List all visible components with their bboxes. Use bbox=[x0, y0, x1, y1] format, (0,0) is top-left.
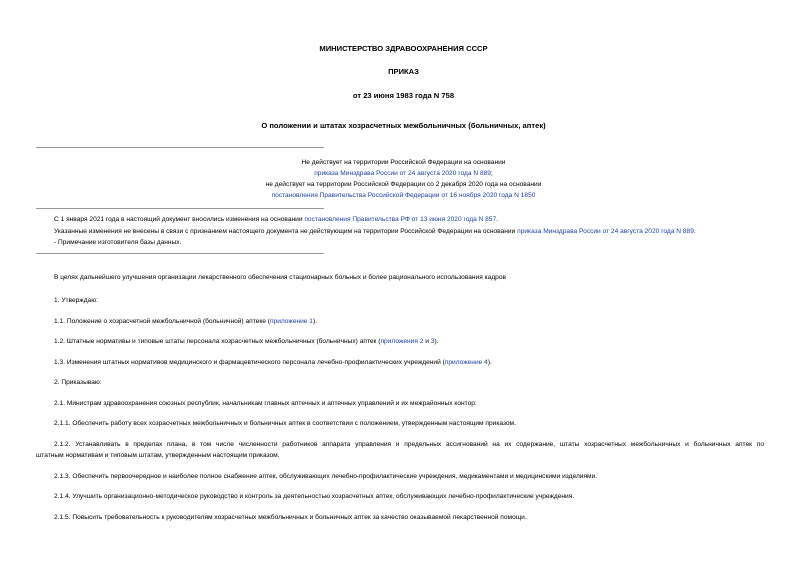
doc-title: О положении и штатах хозрасчетных межбольничных (больничных, аптек) bbox=[261, 121, 546, 130]
paragraph-2-1-1: 2.1.1. Обеспечить работу всех хозрасчетных межбольничных и больничных аптек в соответствии с положением, утвержденным настоящим приказом. bbox=[54, 420, 516, 427]
link-appendix-4[interactable]: приложение 4 bbox=[444, 359, 488, 366]
status-line-1: Не действует на территории Российской Федерации на основании bbox=[301, 159, 506, 166]
paragraph-2-1-3: 2.1.3. Обеспечить первоочередное и наиболее полное снабжение аптек, обслуживающих лечебно-профилактические учреждения, медикаментами и медицинскими изделиями. bbox=[54, 473, 598, 480]
changes-line-3: - Примечание изготовителя базы данных. bbox=[54, 239, 182, 246]
paragraph-1: 1. Утверждаю: bbox=[54, 297, 99, 304]
status-link-order-889[interactable]: приказа Минздрава России от 24 августа 2020 года N 889 bbox=[314, 170, 491, 177]
status-line-3: не действует на территории Российской Федерации со 2 декабря 2020 года на основании bbox=[265, 181, 542, 188]
paragraph-1-1-end: ). bbox=[312, 318, 318, 325]
doc-date-number: от 23 июня 1983 года N 758 bbox=[352, 91, 455, 100]
paragraph-1-1 bbox=[54, 317, 317, 327]
paragraph-1-3-end: ). bbox=[487, 359, 492, 366]
status-line-2 bbox=[0, 168, 807, 179]
paragraph-1-2-text: 1.2. Штатные нормативы и типовые штаты персонала хозрасчетных межбольничных (больничных) аптек ( bbox=[54, 338, 381, 345]
changes-line-1-end: . bbox=[496, 216, 499, 223]
paragraph-2-1-2-line-1: 2.1.2. Устанавливать в пределах плана, в том числе численности работников аппарата управления и предельных ассигнований на их содержание, штаты хозрасчетных межбольничных и больничных аптек по bbox=[54, 441, 764, 448]
paragraph-1-2-and: и bbox=[423, 338, 431, 345]
intro-paragraph: В целях дальнейшего улучшения организации лекарственного обеспечения стационарных больных и более рационального использования кадров bbox=[54, 274, 507, 281]
status-link-decree-1850[interactable]: постановления Правительства Российской Федерации от 16 ноября 2020 года N 1850 bbox=[271, 192, 536, 199]
changes-line-2-text: Указанные изменения не внесены в связи с признанием настоящего документа не действующим на территории Российской Федерации на основании bbox=[54, 228, 518, 235]
changes-link-decree-857[interactable]: постановления Правительства РФ от 13 июня 2020 года N 857 bbox=[304, 216, 497, 223]
ministry-heading: МИНИСТЕРСТВО ЗДРАВООХРАНЕНИЯ СССР bbox=[319, 44, 488, 53]
paragraph-1-1-text: 1.1. Положение о хозрасчетной межбольничной (больничной) аптеке ( bbox=[54, 318, 270, 325]
paragraph-2-1-5: 2.1.5. Повысить требовательность к руководителям хозрасчетных межбольничных и больничных аптек за качество оказываемой лекарственной помощи. bbox=[54, 514, 527, 521]
paragraph-1-2-end: ). bbox=[434, 338, 439, 345]
paragraph-1-3-text: 1.3. Изменения штатных нормативов медицинского и фармацевтического персонала лечебно-профилактических учреждений ( bbox=[54, 359, 445, 366]
paragraph-2-1-4: 2.1.4. Улучшить организационно-методическое руководство и контроль за деятельностью хозрасчетных аптек, обслуживающих лечебно-профилактические учреждения. bbox=[54, 493, 575, 500]
changes-line-2-end: . bbox=[693, 228, 696, 235]
changes-line-2 bbox=[54, 227, 696, 237]
link-appendix-1[interactable]: приложение 1 bbox=[269, 318, 313, 325]
paragraph-1-3 bbox=[54, 358, 492, 368]
status-link1-suffix: ; bbox=[490, 170, 493, 177]
doc-type-heading: ПРИКАЗ bbox=[388, 67, 419, 76]
changes-link-order-889[interactable]: приказа Минздрава России от 24 августа 2020 года N 889 bbox=[517, 228, 694, 235]
paragraph-2: 2. Приказываю: bbox=[54, 379, 102, 386]
paragraph-1-2 bbox=[54, 337, 438, 347]
link-appendix-3[interactable]: 3 bbox=[430, 338, 435, 345]
changes-line-1 bbox=[54, 215, 498, 225]
divider-mid bbox=[36, 208, 324, 209]
divider-top bbox=[36, 147, 324, 148]
paragraph-2-1: 2.1. Министрам здравоохранения союзных республик, начальникам главных аптечных и аптечных управлений и их межрайонных контор: bbox=[54, 400, 477, 407]
link-appendix-2[interactable]: приложения 2 bbox=[380, 338, 424, 345]
changes-line-1-text: С 1 января 2021 года в настоящий документ вносились изменения на основании bbox=[54, 216, 305, 223]
divider-bottom bbox=[36, 253, 324, 254]
paragraph-2-1-2-line-2: штатным нормативам и типовым штатам, утвержденным настоящим приказом. bbox=[36, 452, 280, 459]
